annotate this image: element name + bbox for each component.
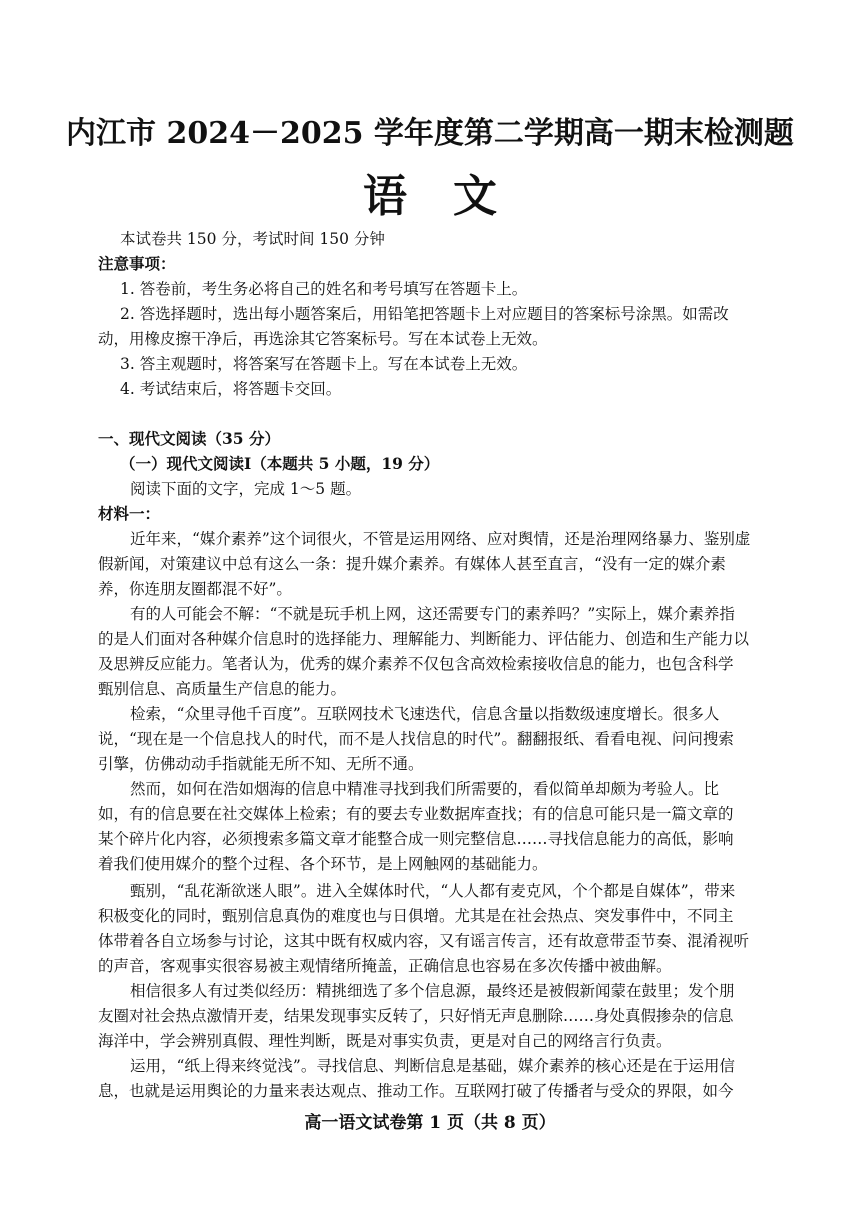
passage-line: 的是人们面对各种媒介信息时的选择能力、理解能力、判断能力、评估能力、创造和生产能力以	[98, 630, 750, 648]
page-footer: 高一语文试卷第 1 页（共 8 页）	[304, 1113, 556, 1133]
passage-line: 甄别，“乱花渐欲迷人眼”。进入全媒体时代，“人人都有麦克风，个个都是自媒体”，带来	[130, 882, 736, 900]
notice-item: 1. 答卷前，考生务必将自己的姓名和考号填写在答题卡上。	[120, 280, 528, 298]
passage-line: 引擎，仿佛动动手指就能无所不知、无所不通。	[98, 755, 424, 773]
passage-line: 友圈对社会热点激情开麦，结果发现事实反转了，只好悄无声息删除……身处真假掺杂的信息	[98, 1007, 734, 1025]
material-label: 材料一：	[98, 504, 161, 523]
passage-line: 说，“现在是一个信息找人的时代，而不是人找信息的时代”。翻翻报纸、看看电视、问问搜索	[98, 730, 734, 748]
notice-item: 4. 考试结束后，将答题卡交回。	[120, 380, 342, 398]
subject-title: 语文	[363, 171, 543, 222]
passage-line: 着我们使用媒介的整个过程、各个环节，是上网触网的基础能力。	[98, 855, 548, 873]
passage-line: 有的人可能会不解：“不就是玩手机上网，这还需要专门的素养吗？”实际上，媒介素养指	[130, 605, 735, 623]
notice-item-continued: 动，用橡皮擦干净后，再选涂其它答案标号。写在本试卷上无效。	[98, 330, 548, 348]
passage-line: 然而，如何在浩如烟海的信息中精准寻找到我们所需要的，看似简单却颇为考验人。比	[130, 780, 720, 798]
passage-line: 如，有的信息要在社交媒体上检索；有的要去专业数据库查找；有的信息可能只是一篇文章的	[98, 805, 734, 823]
exam-title: 内江市 2024－2025 学年度第二学期高一期末检测题	[66, 116, 794, 151]
passage-line: 运用，“纸上得来终觉浅”。寻找信息、判断信息是基础，媒介素养的核心还是在于运用信	[130, 1057, 735, 1075]
section-subtitle: （一）现代文阅读Ⅰ（本题共 5 小题，19 分）	[120, 454, 440, 473]
notice-heading: 注意事项：	[98, 254, 176, 273]
passage-line: 假新闻，对策建议中总有这么一条：提升媒介素养。有媒体人甚至直言，“没有一定的媒介素	[98, 555, 726, 573]
passage-line: 某个碎片化内容，必须搜索多篇文章才能整合成一则完整信息……寻找信息能力的高低，影响	[98, 830, 734, 848]
section-instruction: 阅读下面的文字，完成 1～5 题。	[130, 480, 362, 498]
passage-line: 海洋中，学会辨别真假、理性判断，既是对事实负责，更是对自己的网络言行负责。	[98, 1032, 672, 1050]
passage-line: 检索，“众里寻他千百度”。互联网技术飞速迭代，信息含量以指数级速度增长。很多人	[130, 705, 720, 723]
passage-line: 养，你连朋友圈都混不好”。	[98, 580, 292, 598]
passage-line: 息，也就是运用舆论的力量来表达观点、推动工作。互联网打破了传播者与受众的界限，如今	[98, 1082, 734, 1100]
passage-line: 相信很多人有过类似经历：精挑细选了多个信息源，最终还是被假新闻蒙在鼓里；发个朋	[130, 982, 735, 1000]
passage-line: 体带着各自立场参与讨论，这其中既有权威内容，又有谣言传言，还有故意带歪节奏、混淆视听	[98, 932, 750, 950]
passage-line: 积极变化的同时，甄别信息真伪的难度也与日俱增。尤其是在社会热点、突发事件中，不同主	[98, 907, 734, 925]
passage-line: 及思辨反应能力。笔者认为，优秀的媒介素养不仅包含高效检索接收信息的能力，也包含科学	[98, 655, 734, 673]
notice-item: 3. 答主观题时，将答案写在答题卡上。写在本试卷上无效。	[120, 355, 528, 373]
exam-info: 本试卷共 150 分，考试时间 150 分钟	[120, 230, 385, 248]
passage-line: 甄别信息、高质量生产信息的能力。	[98, 680, 347, 698]
passage-line: 的声音，客观事实很容易被主观情绪所掩盖，正确信息也容易在多次传播中被曲解。	[98, 957, 672, 975]
section-title: 一、现代文阅读（35 分）	[98, 429, 280, 448]
passage-line: 近年来，“媒介素养”这个词很火，不管是运用网络、应对舆情，还是治理网络暴力、鉴别虚	[130, 530, 751, 548]
notice-item: 2. 答选择题时，选出每小题答案后，用铅笔把答题卡上对应题目的答案标号涂黑。如需改	[120, 305, 729, 323]
